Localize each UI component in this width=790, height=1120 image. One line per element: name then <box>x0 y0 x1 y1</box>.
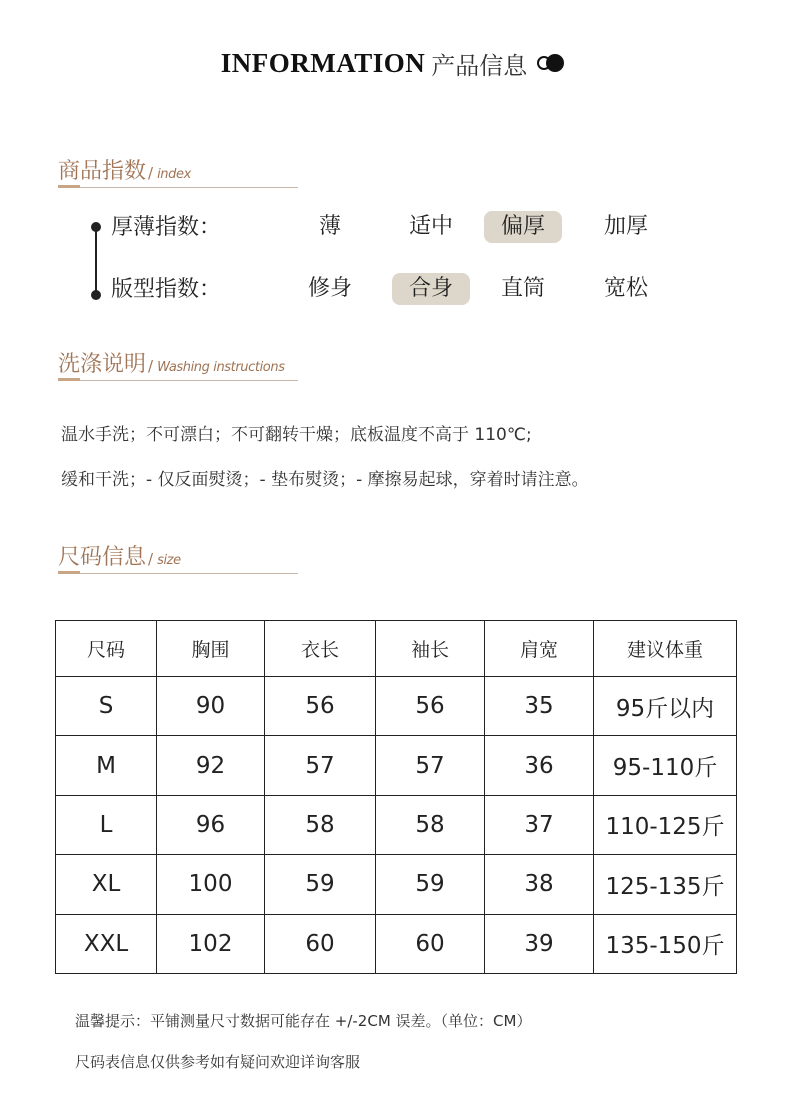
cell-chest: 96 <box>157 795 265 854</box>
cell-chest: 100 <box>157 855 265 914</box>
measurement-tip: 温馨提示：平铺测量尺寸数据可能存在 +/-2CM 误差。（单位：CM） <box>75 1012 532 1030</box>
index-option-selected: 偏厚 <box>484 211 562 243</box>
cell-length: 58 <box>265 795 376 854</box>
disclaimer-note: 尺码表信息仅供参考如有疑问欢迎详询客服 <box>75 1053 361 1071</box>
cell-size: M <box>56 736 157 795</box>
table-row <box>56 677 737 736</box>
cell-weight: 125-135斤 <box>594 855 737 914</box>
bullet-icon <box>91 222 101 232</box>
cell-shoulder: 35 <box>485 677 594 736</box>
index-row-label: 版型指数： <box>111 277 222 302</box>
cell-shoulder: 37 <box>485 795 594 854</box>
header-shoulder: 肩宽 <box>485 621 594 677</box>
wash-section-heading: 洗涤说明 / Washing instructions <box>58 347 298 381</box>
bullet-icon <box>91 290 101 300</box>
cell-sleeve: 56 <box>376 677 485 736</box>
size-table <box>55 620 737 974</box>
index-row-label: 厚薄指数： <box>111 215 222 240</box>
index-option: 修身 <box>307 276 352 301</box>
size-section-heading: 尺码信息 / size <box>58 540 298 574</box>
cell-size: L <box>56 795 157 854</box>
cell-sleeve: 59 <box>376 855 485 914</box>
header-sleeve: 袖长 <box>376 621 485 677</box>
page-title <box>0 46 790 81</box>
cell-size: XXL <box>56 914 157 973</box>
cell-size: S <box>56 677 157 736</box>
index-option: 宽松 <box>603 276 648 301</box>
cell-shoulder: 38 <box>485 855 594 914</box>
cell-shoulder: 36 <box>485 736 594 795</box>
cell-length: 60 <box>265 914 376 973</box>
size-title-en: size <box>157 553 181 568</box>
table-row <box>56 736 737 795</box>
cell-sleeve: 60 <box>376 914 485 973</box>
cell-length: 59 <box>265 855 376 914</box>
header-weight: 建议体重 <box>594 621 737 677</box>
header-length: 衣长 <box>265 621 376 677</box>
wash-line-1: 温水手洗；不可漂白；不可翻转干燥；底板温度不高于 110℃; <box>61 425 532 445</box>
index-option-selected: 合身 <box>392 273 470 305</box>
cell-shoulder: 39 <box>485 914 594 973</box>
title-en: INFORMATION <box>220 48 426 78</box>
cell-length: 56 <box>265 677 376 736</box>
wash-title-en: Washing instructions <box>157 360 285 375</box>
ring-and-dot-icon <box>537 54 569 74</box>
table-row <box>56 914 737 973</box>
index-option: 适中 <box>408 214 453 239</box>
cell-length: 57 <box>265 736 376 795</box>
table-header-row <box>56 621 737 677</box>
cell-sleeve: 57 <box>376 736 485 795</box>
size-title-cn: 尺码信息 <box>58 545 147 570</box>
index-option: 加厚 <box>603 214 648 239</box>
index-section-heading: 商品指数 / index <box>58 154 298 188</box>
cell-weight: 95斤以内 <box>594 677 737 736</box>
cell-weight: 95-110斤 <box>594 736 737 795</box>
wash-line-2: 缓和干洗；- 仅反面熨烫；- 垫布熨烫；- 摩擦易起球，穿着时请注意。 <box>61 470 589 490</box>
cell-size: XL <box>56 855 157 914</box>
header-chest: 胸围 <box>157 621 265 677</box>
index-title-cn: 商品指数 <box>58 159 147 184</box>
index-title-en: index <box>157 167 191 182</box>
header-size: 尺码 <box>56 621 157 677</box>
title-cn: 产品信息 <box>431 52 528 80</box>
cell-chest: 90 <box>157 677 265 736</box>
table-row <box>56 795 737 854</box>
table-row <box>56 855 737 914</box>
cell-weight: 135-150斤 <box>594 914 737 973</box>
index-option: 薄 <box>318 214 341 239</box>
cell-sleeve: 58 <box>376 795 485 854</box>
cell-weight: 110-125斤 <box>594 795 737 854</box>
wash-title-cn: 洗涤说明 <box>58 352 147 377</box>
index-option: 直筒 <box>500 276 545 301</box>
index-connector-line <box>95 226 97 296</box>
cell-chest: 102 <box>157 914 265 973</box>
cell-chest: 92 <box>157 736 265 795</box>
